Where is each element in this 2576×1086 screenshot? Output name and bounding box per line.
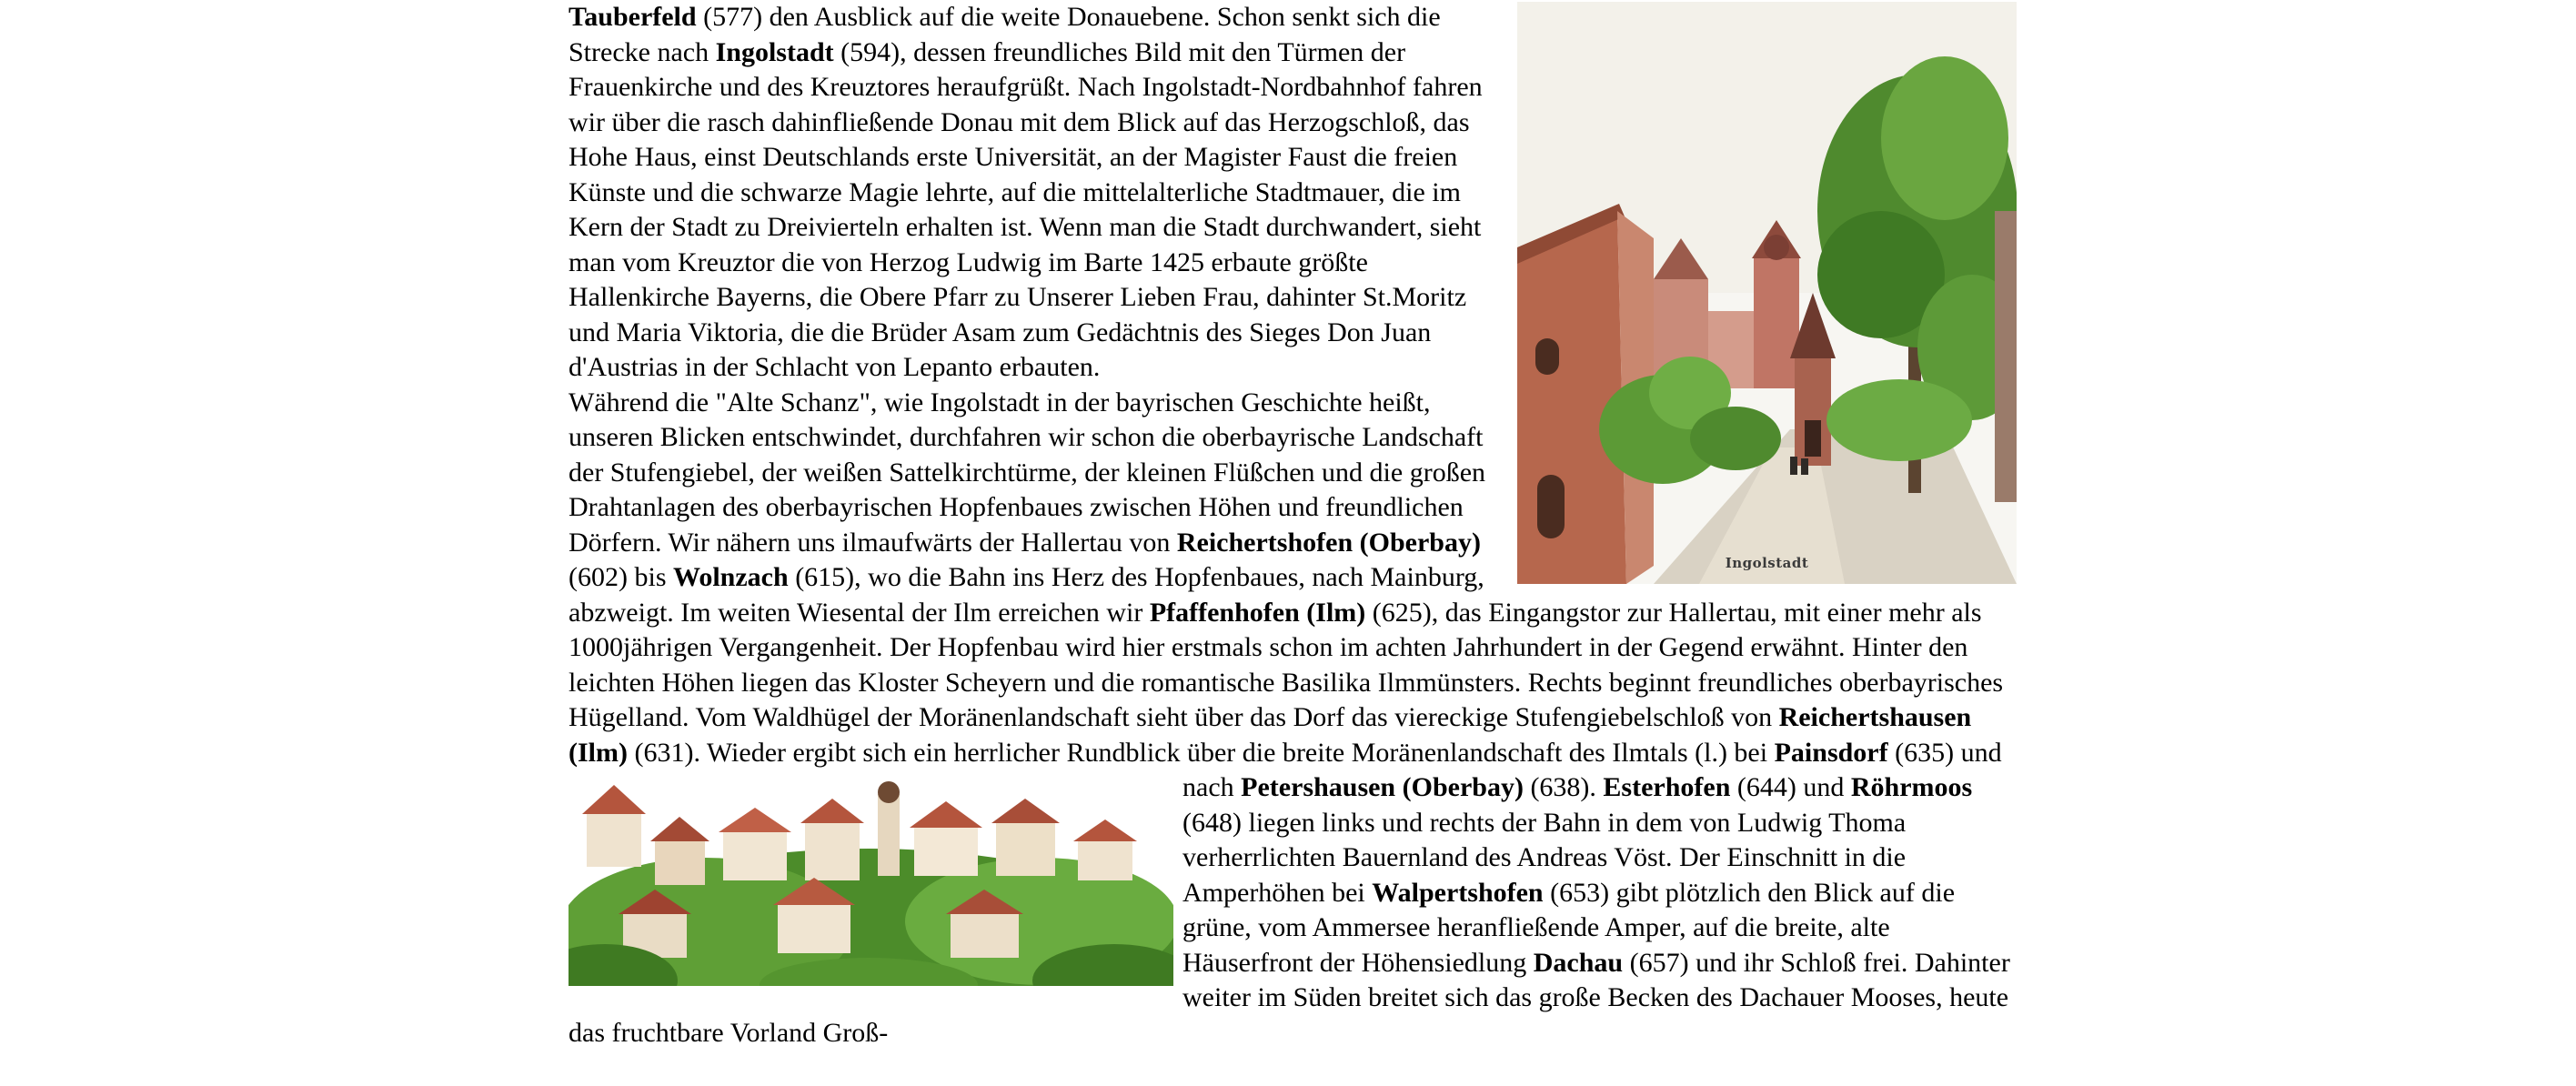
place-name: Röhrmoos	[1850, 772, 1973, 802]
dachau-watercolor-image	[569, 776, 1173, 986]
place-name: Esterhofen	[1603, 772, 1731, 802]
text-run: (653) gibt plötzlich den Blick auf die grüne, vom Ammersee heranfließende Amper, auf die breite, alte Häuserfront der Höhensiedlung	[1182, 877, 1956, 978]
place-name: Reichertshausen (Ilm)	[569, 702, 1972, 768]
place-name: Petershausen (Oberbay)	[1241, 772, 1524, 802]
place-name: Painsdorf	[1774, 737, 1888, 768]
text-run: (594), dessen freundliches Bild mit den Türmen der Frauenkirche und des Kreuztores heraufgrüßt. Nach Ingolstadt-Nordbahnhof fahren wir über die rasch dahinfließende Donau mit dem Blick auf das Herzogschloß, das Hohe Haus, einst Deutschlands erste Universität, an der Magister Faust die freien Künste und die schwarze Magie lehrte, auf die mittelalterliche Stadtmauer, die im Kern der Stadt zu Dreivierteln erhalten ist. Wenn man die Stadt durchwandert, sieht man vom Kreuztor die von Herzog Ludwig im Barte 1425 erbaute größte Hallenkirche Bayerns, die Obere Pfarr zu Unserer Lieben Frau, dahinter St.Moritz und Maria Viktoria, die die Brüder Asam zum Gedächtnis des Sieges Don Juan d'Austrias in der Schlacht von Lepanto erbauten.	[569, 36, 1483, 382]
place-name: Tauberfeld	[569, 2, 697, 32]
ingolstadt-caption: Ingolstadt	[1725, 554, 1809, 571]
text-run: (625), das Eingangstor zur Hallertau, mit einer mehr als 1000jährigen Vergangenheit. Der Hopfenbau wird hier erstmals schon im achten Jahrhundert in der Gegend erwähnt. Hinter den leichten Höhen liegen das Kloster Scheyern und die romantische Basilika Ilmmünsters. Rechts beginnt freundliches oberbayrisches Hügelland. Vom Waldhügel der Moränenlandschaft sieht über das Dorf das viereckige Stufengiebelschloß von	[569, 597, 2004, 732]
text-run: (644) und	[1730, 772, 1851, 802]
place-name: Reichertshofen (Oberbay)	[1176, 527, 1481, 558]
text-run: (615), wo die Bahn ins Herz des Hopfenbaues, nach Mainburg, abzweigt. Im weiten Wiesental der Ilm erreichen wir	[569, 562, 1484, 628]
text-run: (638).	[1523, 772, 1604, 802]
ingolstadt-illustration	[1517, 2, 2017, 584]
place-name: Walpertshofen	[1372, 877, 1544, 908]
text-run: (648) liegen links und rechts der Bahn in dem von Ludwig Thoma verherrlichten Bauernland des Andreas Vöst. Der Einschnitt in die Amperhöhen bei	[1182, 807, 1907, 908]
text-run: (657) und ihr Schloß frei. Dahinter weiter im Süden breitet sich das große Becken des Dachauer Mooses, heute das fruchtbare Vorland Groß-	[569, 947, 2010, 1048]
ingolstadt-watercolor-image	[1517, 2, 2017, 584]
place-name: Wolnzach	[673, 562, 789, 592]
place-name: Ingolstadt	[715, 36, 834, 67]
text-run: (577) den Ausblick auf die weite Donauebene. Schon senkt sich die Strecke nach	[569, 2, 1441, 67]
text-run: (635) und nach	[1182, 737, 2002, 802]
text-run: (631). Wieder ergibt sich ein herrlicher Rundblick über die breite Moränenlandschaft des Ilmtals (l.) bei	[627, 737, 1775, 768]
place-name: Dachau	[1533, 947, 1624, 978]
dachau-illustration	[569, 776, 1173, 986]
text-run: Während die "Alte Schanz", wie Ingolstadt in der bayrischen Geschichte heißt, unseren Blicken entschwindet, durchfahren wir schon die oberbayrische Landschaft der Stufengiebel, der weißen Sattelkirchtürme, der kleinen Flüßchen und die großen Drahtanlagen des oberbayrischen Hopfenbaues zwischen Höhen und freundlichen Dörfern. Wir nähern uns ilmaufwärts der Hallertau von	[569, 387, 1486, 558]
text-run: (602) bis	[569, 562, 673, 592]
place-name: Pfaffenhofen (Ilm)	[1149, 597, 1366, 628]
